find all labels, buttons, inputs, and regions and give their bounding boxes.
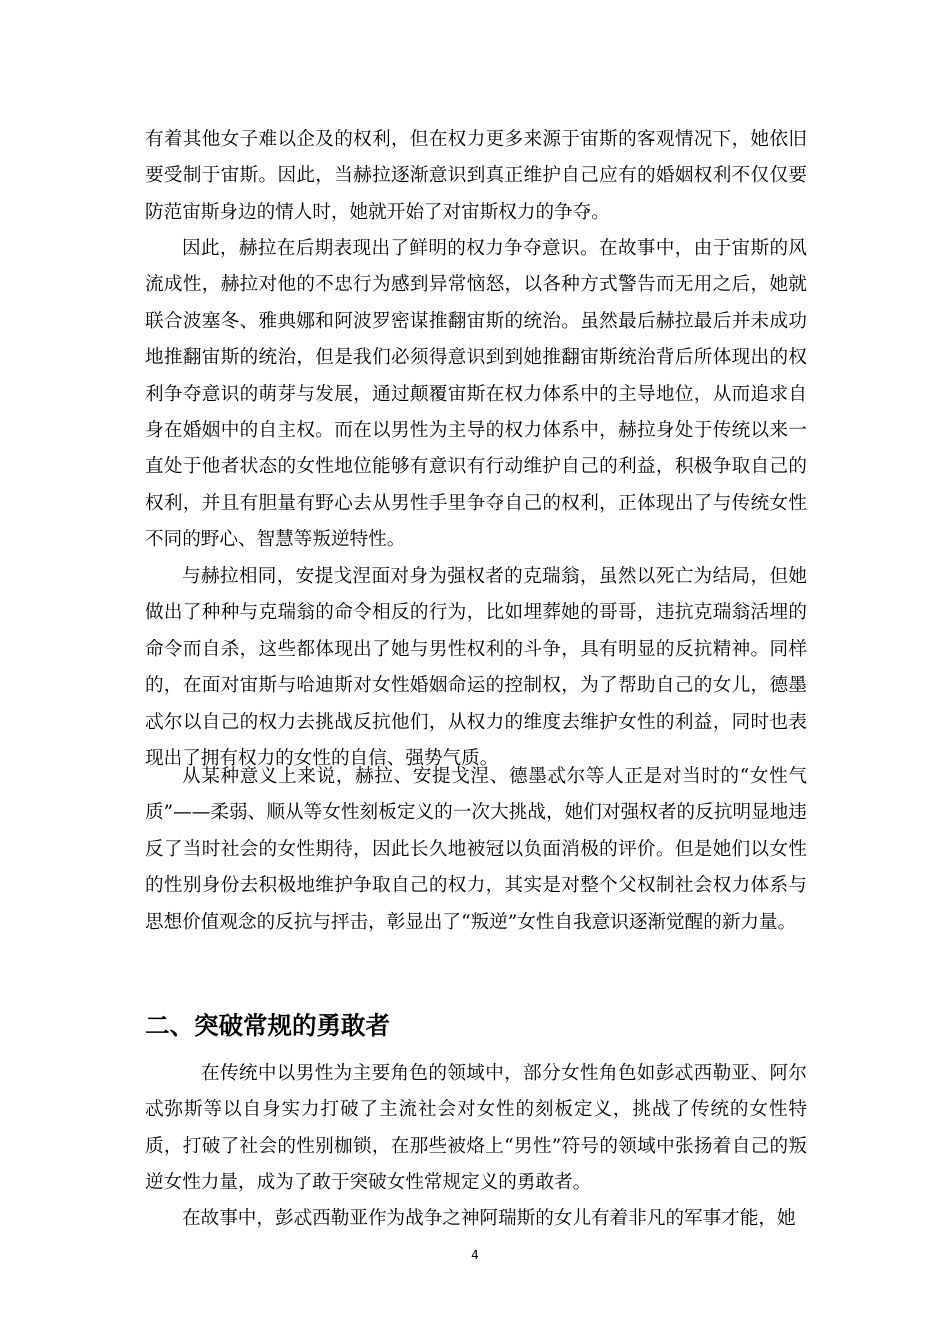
- paragraph: 在故事中，彭忒西勒亚作为战争之神阿瑞斯的女儿有着非凡的军事才能，她: [182, 1208, 796, 1229]
- paragraph: 在传统中以男性为主要角色的领域中，部分女性角色如彭忒西勒亚、阿尔忒弥斯等以自身实力打破了主流社会对女性的刻板定义，挑战了传统的女性特质，打破了社会的性别枷锁，在那些被烙上“男性”符号的领域中张扬着自己的叛逆女性力量，成为了敢于突破女性常规定义的勇敢者。: [145, 1063, 807, 1194]
- paragraph: 从某种意义上来说，赫拉、安提戈涅、德墨忒尔等人正是对当时的“女性气质”——柔弱、顺从等女性刻板定义的一次大挑战，她们对强权者的反抗明显地违反了当时社会的女性期待，因此长久地被冠以负面消极的评价。但是她们以女性的性别身份去积极地维护争取自己的权力，其实是对整个父权制社会权力体系与思想价值观念的反抗与抨击，彰显出了“叛逆”女性自我意识逐渐觉醒的新力量。: [145, 766, 807, 933]
- section-heading: 二、突破常规的勇敢者: [145, 1011, 390, 1040]
- page-number: 4: [471, 1248, 479, 1262]
- paragraph: 有着其他女子难以企及的权利，但在权力更多来源于宙斯的客观情况下，她依旧要受制于宙斯。因此，当赫拉逐渐意识到真正维护自己应有的婚姻权利不仅仅要防范宙斯身边的情人时，她就开始了对宙斯权力的争夺。: [145, 129, 807, 223]
- paragraph: 因此，赫拉在后期表现出了鲜明的权力争夺意识。在故事中，由于宙斯的风流成性，赫拉对他的不忠行为感到异常恼怒，以各种方式警告而无用之后，她就联合波塞冬、雅典娜和阿波罗密谋推翻宙斯的统治。虽然最后赫拉最后并未成功地推翻宙斯的统治，但是我们必须得意识到到她推翻宙斯统治背后所体现出的权利争夺意识的萌芽与发展，通过颠覆宙斯在权力体系中的主导地位，从而追求自身在婚姻中的自主权。而在以男性为主导的权力体系中，赫拉身处于传统以来一直处于他者状态的女性地位能够有意识有行动维护自己的利益，积极争取自己的权利，并且有胆量有野心去从男性手里争夺自己的权利，正体现出了与传统女性不同的野心、智慧等叛逆特性。: [145, 238, 807, 551]
- paragraph: 与赫拉相同，安提戈涅面对身为强权者的克瑞翁，虽然以死亡为结局，但她做出了种种与克瑞翁的命令相反的行为，比如埋葬她的哥哥，违抗克瑞翁活埋的命令而自杀，这些都体现出了她与男性权利的斗争，具有明显的反抗精神。同样的，在面对宙斯与哈迪斯对女性婚姻命运的控制权，为了帮助自己的女儿，德墨忒尔以自己的权力去挑战反抗他们，从权力的维度去维护女性的利益，同时也表现出了拥有权力的女性的自信、强势气质。: [145, 566, 807, 770]
